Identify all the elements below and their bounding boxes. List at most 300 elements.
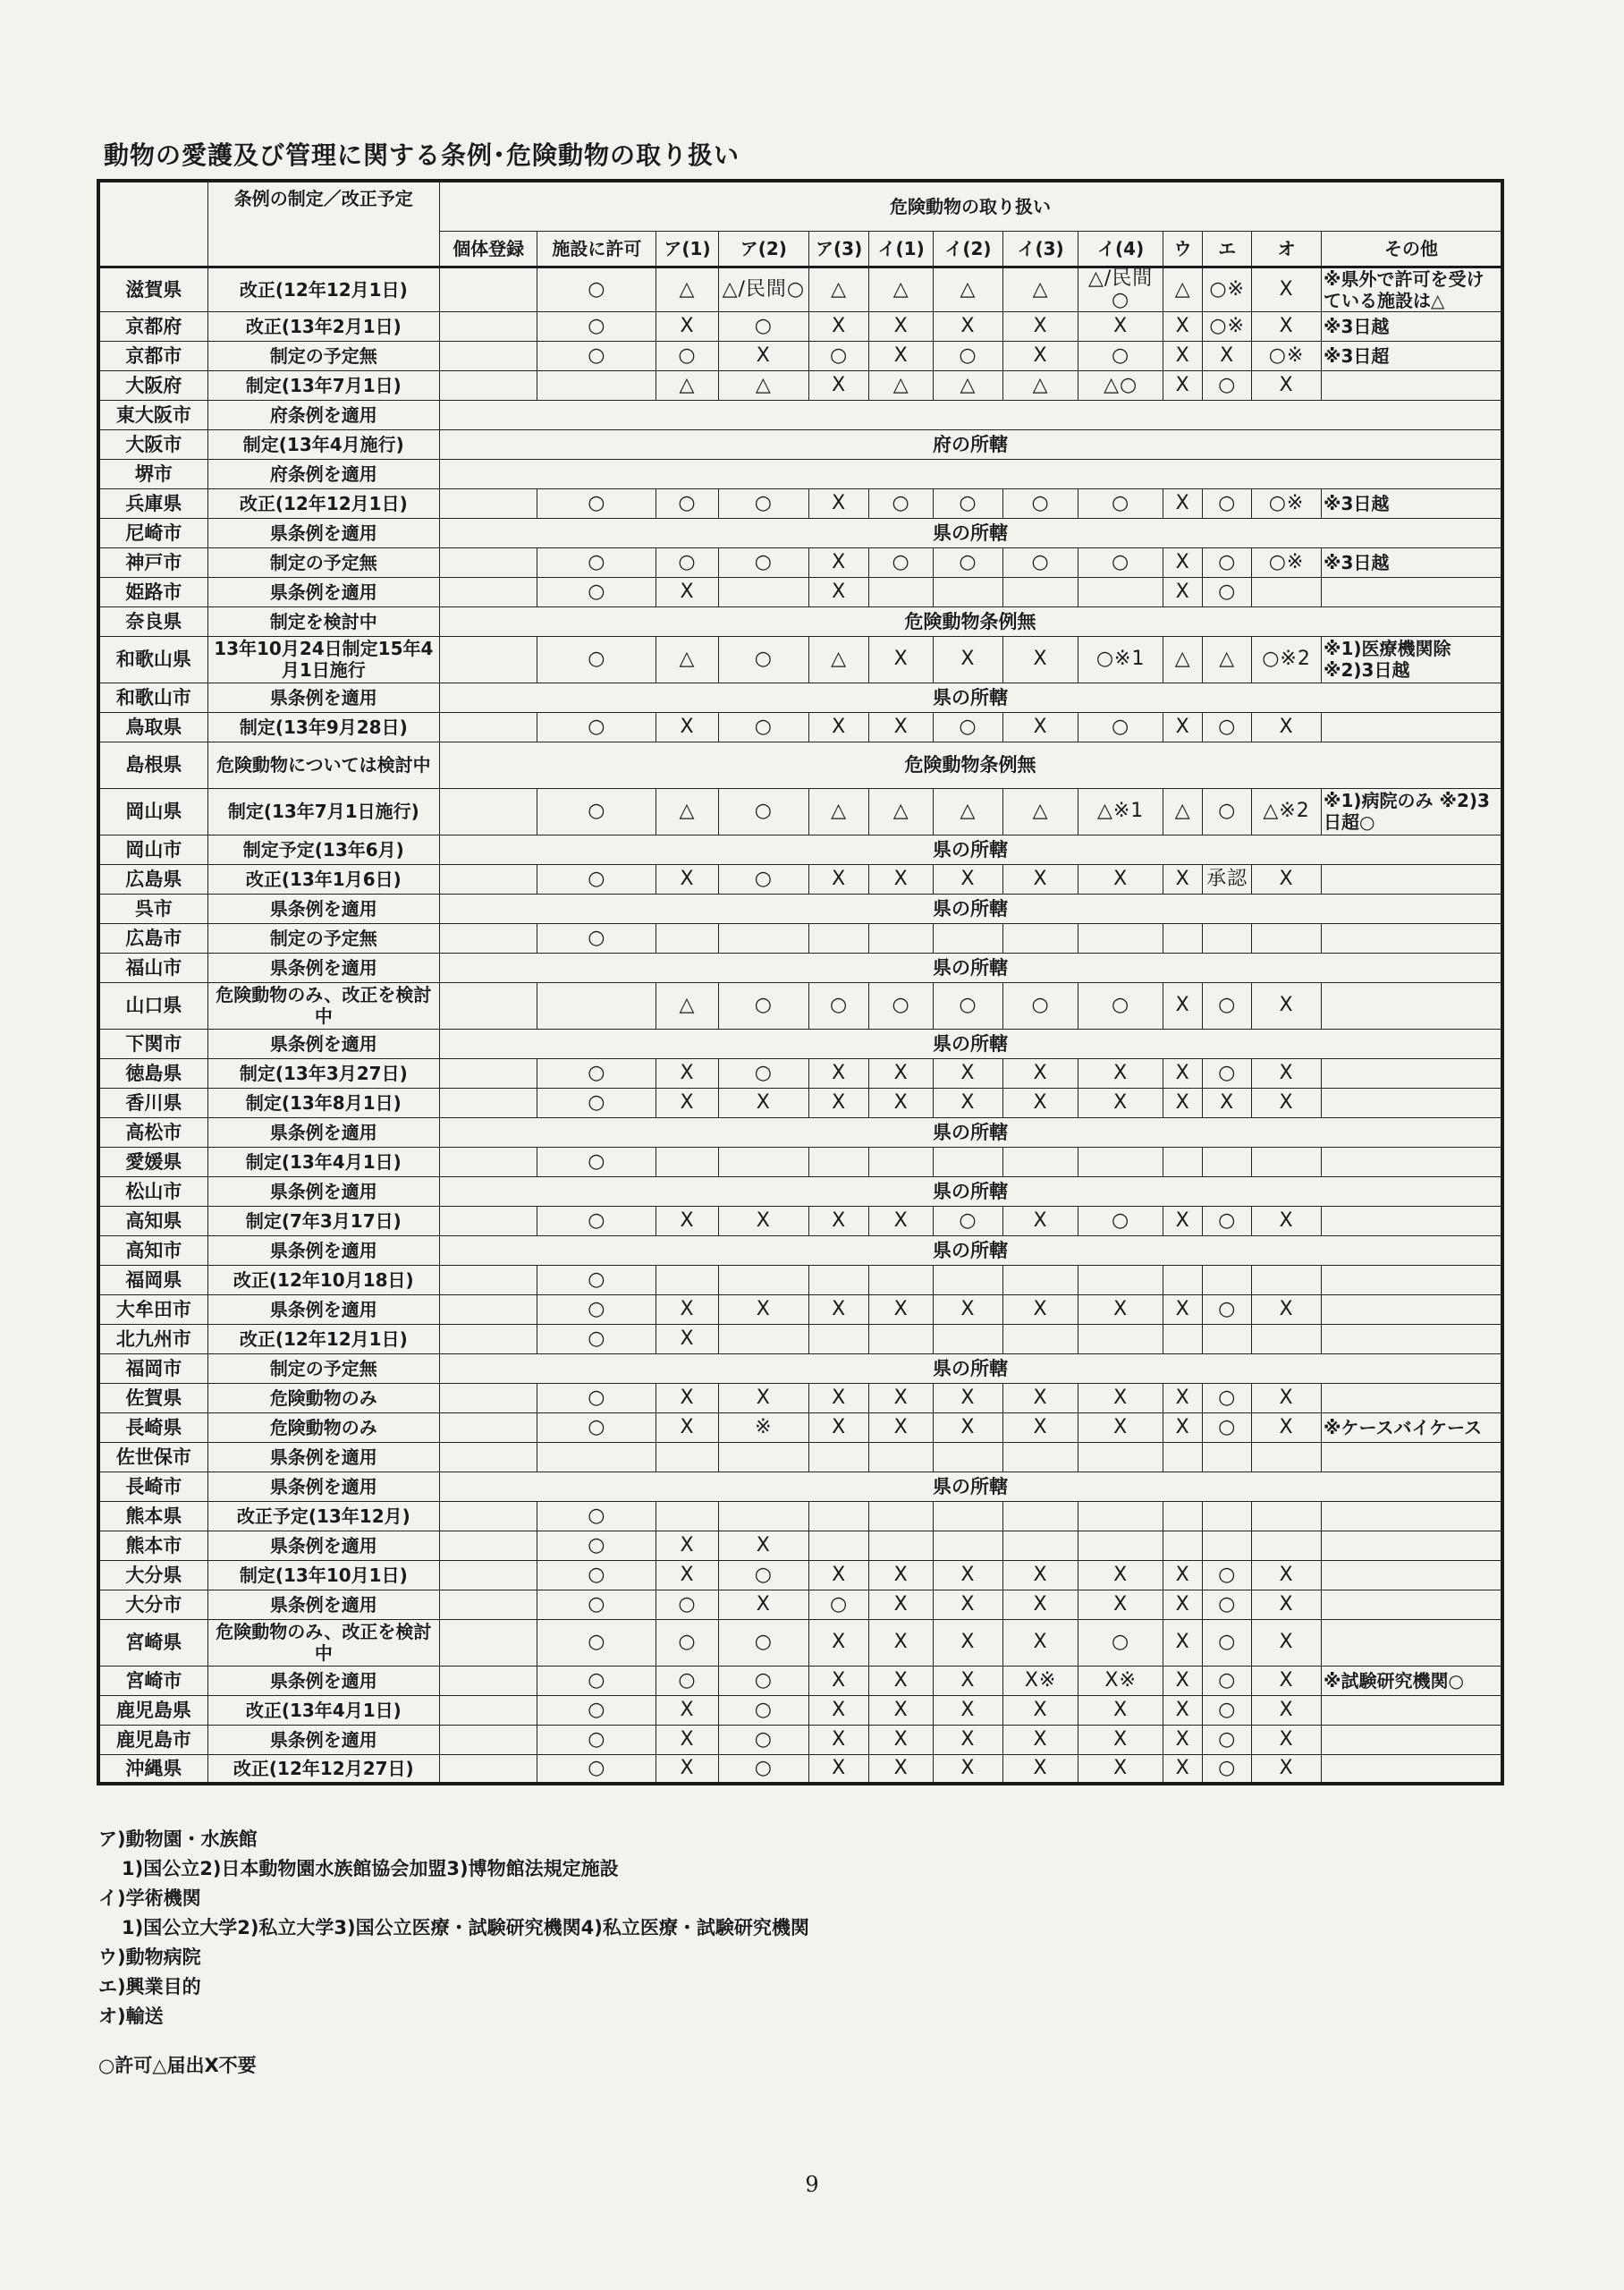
status-cell: X [808,1725,868,1754]
status-cell [869,1324,934,1353]
status-cell [1252,1265,1322,1294]
status-cell: △ [656,788,719,835]
status-cell [439,1754,537,1784]
status-cell [1252,1531,1322,1560]
status-cell: ○ [718,864,808,894]
table-row [98,1088,1502,1117]
prefecture-cell: 沖縄県 [98,1754,207,1784]
status-cell: X [1252,1754,1322,1784]
prefecture-cell: 長崎市 [98,1472,207,1501]
table-row [98,429,1502,459]
status-cell: X [933,1590,1002,1619]
status-cell: ○ [656,341,719,370]
ordinance-cell: 制定(13年4月1日) [207,1147,439,1176]
status-cell: ○ [718,1754,808,1784]
status-cell: ○ [537,577,656,606]
ordinance-cell: 改正(13年4月1日) [207,1695,439,1725]
status-cell: X [808,577,868,606]
status-cell: X [1163,1560,1203,1590]
prefecture-cell: 東大阪市 [98,400,207,429]
status-cell [439,341,537,370]
status-cell [439,1531,537,1560]
ordinance-cell: 改正(12年12月1日) [207,267,439,311]
table-row [98,1619,1502,1666]
status-cell: △/民間○ [718,267,808,311]
status-cell: X [1252,1412,1322,1442]
status-cell: ○ [1203,1754,1252,1784]
status-cell: X [933,1412,1002,1442]
status-cell: X [1002,311,1078,341]
status-cell [933,1147,1002,1176]
table-row [98,788,1502,835]
status-cell: ○ [656,1619,719,1666]
status-cell: X [1002,1619,1078,1666]
status-cell [1252,577,1322,606]
status-cell: X [1252,1294,1322,1324]
column-header: オ [1252,231,1322,267]
status-cell [439,864,537,894]
table-row [98,1383,1502,1412]
status-cell [718,1442,808,1472]
jurisdiction-cell [439,400,1502,429]
status-cell: X [1252,1088,1322,1117]
status-cell: ○ [537,311,656,341]
status-cell: X [1203,341,1252,370]
status-cell [1203,1324,1252,1353]
note-cell [1322,1088,1502,1117]
table-row [98,712,1502,742]
note-cell [1322,1058,1502,1088]
status-cell: X [1163,1294,1203,1324]
status-cell: ○ [1203,1058,1252,1088]
status-cell: △ [656,370,719,400]
status-cell: X [869,1619,934,1666]
status-cell: ○ [1078,982,1163,1029]
status-cell [808,1501,868,1531]
prefecture-cell: 鹿児島市 [98,1725,207,1754]
note-cell [1322,1590,1502,1619]
status-cell: X [656,712,719,742]
status-cell: X [718,1294,808,1324]
status-cell: X [808,311,868,341]
ordinance-cell: 県条例を適用 [207,577,439,606]
ordinance-cell: 府条例を適用 [207,400,439,429]
status-cell: X※ [1078,1666,1163,1695]
status-cell: X [1163,982,1203,1029]
ordinance-cell: 県条例を適用 [207,1531,439,1560]
status-cell: ○ [718,712,808,742]
status-cell [869,1501,934,1531]
status-cell: X [933,1058,1002,1088]
column-header: エ [1203,231,1252,267]
status-cell: ○※1 [1078,636,1163,683]
legend [98,1825,809,2081]
status-cell [656,1147,719,1176]
status-cell: X [933,1619,1002,1666]
prefecture-cell: 北九州市 [98,1324,207,1353]
status-cell: X [869,1412,934,1442]
ordinance-cell: 制定の予定無 [207,547,439,577]
status-cell: X [808,712,868,742]
ordinance-cell: 制定(13年4月施行) [207,429,439,459]
prefecture-cell: 兵庫県 [98,488,207,518]
status-cell: X [1163,1088,1203,1117]
status-cell: X [1078,1590,1163,1619]
prefecture-cell: 大分市 [98,1590,207,1619]
table-row [98,370,1502,400]
prefecture-cell: 尼崎市 [98,518,207,547]
status-cell [439,1695,537,1725]
prefecture-cell: 山口県 [98,982,207,1029]
status-cell: ○ [1203,1619,1252,1666]
status-cell: △ [1163,788,1203,835]
status-cell [808,1147,868,1176]
status-cell: X [1163,1590,1203,1619]
status-cell: ○ [1002,547,1078,577]
status-cell [656,1501,719,1531]
status-cell [1002,577,1078,606]
prefecture-cell: 福岡市 [98,1353,207,1383]
status-cell: ○ [537,1147,656,1176]
status-cell: X [1163,1206,1203,1235]
status-cell: X [1163,370,1203,400]
status-cell: X [1163,1695,1203,1725]
table-row [98,1353,1502,1383]
ordinance-cell: 府条例を適用 [207,459,439,488]
status-cell: X [1163,712,1203,742]
status-cell: X [1078,311,1163,341]
status-cell: ○ [933,547,1002,577]
status-cell [1203,1442,1252,1472]
status-cell: X [933,1666,1002,1695]
status-cell: X [656,1294,719,1324]
status-cell: X [808,1088,868,1117]
status-cell: X [1163,311,1203,341]
note-cell [1322,1560,1502,1590]
status-cell [1002,1324,1078,1353]
status-cell: ○ [718,1695,808,1725]
status-cell: X [869,1383,934,1412]
prefecture-cell: 熊本県 [98,1501,207,1531]
table-row [98,923,1502,953]
table-row [98,1560,1502,1590]
note-cell [1322,1442,1502,1472]
table-row [98,894,1502,923]
column-header: 施設に許可 [537,231,656,267]
status-cell: ○ [1078,1619,1163,1666]
note-cell [1322,1147,1502,1176]
status-cell: ○ [1078,712,1163,742]
status-cell [1002,1501,1078,1531]
status-cell [1078,1442,1163,1472]
status-cell [439,311,537,341]
ordinance-cell: 制定(7年3月17日) [207,1206,439,1235]
status-cell: X [1002,864,1078,894]
status-cell [439,1088,537,1117]
prefecture-cell: 和歌山県 [98,636,207,683]
ordinance-cell: 制定(13年7月1日施行) [207,788,439,835]
status-cell: X [869,1088,934,1117]
status-cell: X [1163,577,1203,606]
status-cell: X [933,1754,1002,1784]
status-cell [808,1265,868,1294]
prefecture-cell: 佐賀県 [98,1383,207,1412]
ordinance-cell: 制定(13年8月1日) [207,1088,439,1117]
status-cell [1252,1147,1322,1176]
status-cell: ○ [718,1619,808,1666]
status-cell: ○ [933,488,1002,518]
status-cell: X [1002,1560,1078,1590]
note-cell [1322,1695,1502,1725]
status-cell [1252,1501,1322,1531]
ordinance-cell: 制定(13年9月28日) [207,712,439,742]
legend-i-title: イ)学術機関 [98,1887,201,1909]
status-cell: △ [1203,636,1252,683]
status-cell [439,1412,537,1442]
prefecture-cell: 京都市 [98,341,207,370]
status-cell: X [1163,1412,1203,1442]
status-cell: X [1252,1725,1322,1754]
status-cell: ○ [718,311,808,341]
table-row [98,1324,1502,1353]
note-cell: ※3日越 [1322,488,1502,518]
note-cell [1322,864,1502,894]
status-cell: ○ [656,1666,719,1695]
prefecture-cell: 福山市 [98,953,207,982]
status-cell [439,1590,537,1619]
status-cell: X [1163,1666,1203,1695]
status-cell: △ [933,267,1002,311]
status-cell: X [1252,1666,1322,1695]
legend-o: オ)輸送 [98,2006,164,2027]
status-cell: X [933,1725,1002,1754]
jurisdiction-cell: 危険動物条例無 [439,742,1502,788]
table-row [98,341,1502,370]
status-cell: △○ [1078,370,1163,400]
status-cell [439,636,537,683]
status-cell: △ [718,370,808,400]
status-cell: ○ [537,1725,656,1754]
status-cell: X [656,1324,719,1353]
column-header: その他 [1322,231,1502,267]
status-cell: X [718,1383,808,1412]
status-cell: ○ [1203,1725,1252,1754]
status-cell [537,370,656,400]
ordinance-cell: 制定(13年3月27日) [207,1058,439,1088]
status-cell: ○ [1002,982,1078,1029]
status-cell: X [869,712,934,742]
note-cell [1322,1531,1502,1560]
ordinance-cell: 県条例を適用 [207,1472,439,1501]
status-cell: ○ [933,1206,1002,1235]
page-number: 9 [805,2172,819,2197]
note-cell [1322,1294,1502,1324]
status-cell: X [1002,1590,1078,1619]
status-cell: △ [808,788,868,835]
status-cell: X [718,1088,808,1117]
status-cell: X [869,311,934,341]
status-cell: X [1252,1058,1322,1088]
status-cell: ○ [1203,1294,1252,1324]
prefecture-cell: 和歌山市 [98,683,207,712]
status-cell: △※2 [1252,788,1322,835]
column-header: ア(2) [718,231,808,267]
status-cell: X [1078,1560,1163,1590]
status-cell: X [808,1383,868,1412]
status-cell: ○ [718,1666,808,1695]
status-cell [1078,1265,1163,1294]
note-cell: ※1)病院のみ ※2)3日超○ [1322,788,1502,835]
status-cell: ○ [1203,1560,1252,1590]
status-cell [439,982,537,1029]
status-cell: ○ [718,1725,808,1754]
table-row [98,1176,1502,1206]
status-cell [439,788,537,835]
status-cell: △ [869,267,934,311]
status-cell: ○ [656,547,719,577]
status-cell: X [1163,547,1203,577]
status-cell: ○ [1078,547,1163,577]
ordinance-cell: 県条例を適用 [207,1725,439,1754]
status-cell: ○ [869,488,934,518]
status-cell [439,547,537,577]
status-cell: X [1252,982,1322,1029]
table-row [98,683,1502,712]
status-cell: X※ [1002,1666,1078,1695]
status-cell: X [1002,1754,1078,1784]
ordinance-cell: 県条例を適用 [207,1590,439,1619]
table-row [98,1442,1502,1472]
status-cell: ○ [656,488,719,518]
status-cell: X [1252,267,1322,311]
prefecture-cell: 佐世保市 [98,1442,207,1472]
status-cell [933,1442,1002,1472]
status-cell: ○ [1078,1206,1163,1235]
ordinance-cell: 改正(12年12月27日) [207,1754,439,1784]
table-row [98,606,1502,636]
status-cell [869,1147,934,1176]
status-cell: ○ [537,1294,656,1324]
status-cell: △ [656,267,719,311]
status-cell: ○ [537,1088,656,1117]
ordinance-cell: 県条例を適用 [207,1176,439,1206]
status-cell: X [1078,1294,1163,1324]
status-cell [808,1442,868,1472]
prefecture-cell: 滋賀県 [98,267,207,311]
status-cell: ○ [718,1058,808,1088]
status-cell [1002,1147,1078,1176]
status-cell: ○ [537,1531,656,1560]
column-header: イ(1) [869,231,934,267]
status-cell: X [1203,1088,1252,1117]
status-cell: X [808,370,868,400]
status-cell: X [808,488,868,518]
prefecture-cell: 京都府 [98,311,207,341]
status-cell: ○ [537,1666,656,1695]
prefecture-cell: 徳島県 [98,1058,207,1088]
status-cell [1078,1531,1163,1560]
status-cell: ○ [1203,488,1252,518]
status-cell: X [869,636,934,683]
status-cell: ○ [1203,712,1252,742]
table-row [98,864,1502,894]
status-cell: △ [808,636,868,683]
column-header: 個体登録 [439,231,537,267]
ordinance-cell: 制定予定(13年6月) [207,835,439,864]
note-cell [1322,982,1502,1029]
status-cell: X [1002,1725,1078,1754]
prefecture-cell: 広島市 [98,923,207,953]
status-cell [439,1383,537,1412]
jurisdiction-cell: 県の所轄 [439,1176,1502,1206]
status-cell [1002,1265,1078,1294]
status-cell: X [933,311,1002,341]
jurisdiction-cell: 県の所轄 [439,683,1502,712]
status-cell: ○ [808,1590,868,1619]
status-cell: X [808,1754,868,1784]
status-cell: ○ [1203,1666,1252,1695]
status-cell [869,1442,934,1472]
ordinance-cell: 改正(12年12月1日) [207,1324,439,1353]
status-cell: X [1252,712,1322,742]
status-cell: △ [933,370,1002,400]
ordinance-cell: 改正(13年2月1日) [207,311,439,341]
ordinance-cell: 危険動物については検討中 [207,742,439,788]
status-cell [439,488,537,518]
status-cell [718,1147,808,1176]
jurisdiction-cell: 県の所轄 [439,1117,1502,1147]
status-cell [1078,577,1163,606]
status-cell: ○ [537,1383,656,1412]
status-cell [439,1619,537,1666]
status-cell [1163,1501,1203,1531]
status-cell: X [808,1695,868,1725]
status-cell: 承認 [1203,864,1252,894]
status-cell: X [1163,1754,1203,1784]
status-cell [1203,1531,1252,1560]
table-row [98,488,1502,518]
status-cell: X [1078,1725,1163,1754]
column-header: ウ [1163,231,1203,267]
status-cell: X [656,1725,719,1754]
jurisdiction-cell: 県の所轄 [439,953,1502,982]
status-cell: ○ [718,1560,808,1590]
table-row [98,636,1502,683]
status-cell: X [718,341,808,370]
status-cell: X [808,1560,868,1590]
status-cell: ○※ [1203,311,1252,341]
status-cell: X [656,1695,719,1725]
status-cell: X [869,341,934,370]
status-cell: ○ [1203,788,1252,835]
danger-animal-table [97,179,1504,1785]
ordinance-cell: 13年10月24日制定15年4月1日施行 [207,636,439,683]
prefecture-header [98,181,207,267]
status-cell: X [1252,1206,1322,1235]
jurisdiction-cell [439,459,1502,488]
prefecture-cell: 堺市 [98,459,207,488]
status-cell [933,1501,1002,1531]
status-cell: X [1078,1412,1163,1442]
status-cell: X [869,1058,934,1088]
status-cell: ○※ [1252,488,1322,518]
note-cell: ※試験研究機関○ [1322,1666,1502,1695]
status-cell: ○ [537,636,656,683]
status-cell: ○ [537,788,656,835]
status-cell: X [1002,712,1078,742]
status-cell: ○ [1203,547,1252,577]
status-cell [1078,1324,1163,1353]
